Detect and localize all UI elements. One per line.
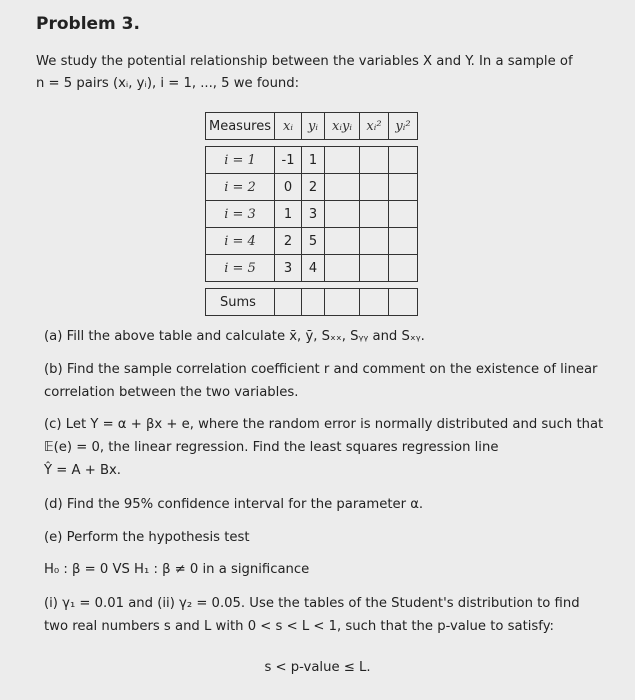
header-xy: xᵢyᵢ <box>325 113 360 140</box>
cell-x-squared <box>360 147 389 174</box>
sum-xy <box>325 289 360 316</box>
cell-y-squared <box>389 201 418 228</box>
table-row <box>206 174 418 201</box>
cell-x: -1 <box>275 147 302 174</box>
final-formula: s < p-value ≤ L. <box>264 660 371 675</box>
row-label: i = 5 <box>206 255 275 282</box>
cell-y-squared <box>389 147 418 174</box>
table-row <box>206 147 418 174</box>
part-c-line-3: Ŷ = A + Bx. <box>44 463 121 478</box>
cell-x-squared <box>360 201 389 228</box>
cell-xy <box>325 201 360 228</box>
sum-y <box>302 289 325 316</box>
cell-x: 0 <box>275 174 302 201</box>
part-d: (d) Find the 95% confidence interval for the parameter α. <box>44 497 424 512</box>
header-y: yᵢ <box>302 113 325 140</box>
cell-xy <box>325 174 360 201</box>
cell-x-squared <box>360 228 389 255</box>
table-row <box>206 255 418 282</box>
row-label: i = 1 <box>206 147 275 174</box>
intro-line-1: We study the potential relationship between the variables X and Y. In a sample of <box>36 54 573 69</box>
cell-x-squared <box>360 174 389 201</box>
intro-line-2: n = 5 pairs (xᵢ, yᵢ), i = 1, ..., 5 we found: <box>36 76 300 91</box>
part-e-line-3: (i) γ₁ = 0.01 and (ii) γ₂ = 0.05. Use the tables of the Student's distribution to find <box>44 596 580 611</box>
table-row <box>206 201 418 228</box>
row-label: i = 4 <box>206 228 275 255</box>
header-x: xᵢ <box>275 113 302 140</box>
table-row <box>206 228 418 255</box>
header-measures: Measures <box>206 113 275 140</box>
cell-xy <box>325 228 360 255</box>
row-label: i = 2 <box>206 174 275 201</box>
sum-x <box>275 289 302 316</box>
part-e-line-4: two real numbers s and L with 0 < s < L < 1, such that the p-value to satisfy: <box>44 619 554 634</box>
cell-xy <box>325 147 360 174</box>
cell-y: 4 <box>302 255 325 282</box>
part-e-line-2: H₀ : β = 0 VS H₁ : β ≠ 0 in a significance <box>44 562 310 577</box>
cell-y-squared <box>389 174 418 201</box>
cell-y: 5 <box>302 228 325 255</box>
sum-y-squared <box>389 289 418 316</box>
cell-xy <box>325 255 360 282</box>
measures-table <box>205 112 418 316</box>
cell-x: 2 <box>275 228 302 255</box>
cell-y-squared <box>389 255 418 282</box>
cell-x: 1 <box>275 201 302 228</box>
problem-title: Problem 3. <box>36 14 140 34</box>
part-b-line-1: (b) Find the sample correlation coefficient r and comment on the existence of linear <box>44 362 598 377</box>
table-header-row <box>206 113 418 140</box>
header-y-squared: yᵢ² <box>389 113 418 140</box>
part-b-line-2: correlation between the two variables. <box>44 385 299 400</box>
cell-x-squared <box>360 255 389 282</box>
part-c-line-1: (c) Let Y = α + βx + e, where the random error is normally distributed and such that <box>44 417 604 432</box>
header-x-squared: xᵢ² <box>360 113 389 140</box>
cell-y-squared <box>389 228 418 255</box>
part-a: (a) Fill the above table and calculate x̄, ȳ, Sₓₓ, Sᵧᵧ and Sₓᵧ. <box>44 329 425 344</box>
cell-y: 3 <box>302 201 325 228</box>
row-label: i = 3 <box>206 201 275 228</box>
sum-x-squared <box>360 289 389 316</box>
cell-x: 3 <box>275 255 302 282</box>
part-c-line-2: 𝔼(e) = 0, the linear regression. Find the least squares regression line <box>44 440 499 455</box>
cell-y: 2 <box>302 174 325 201</box>
part-e-line-1: (e) Perform the hypothesis test <box>44 530 250 545</box>
cell-y: 1 <box>302 147 325 174</box>
sums-row <box>206 289 418 316</box>
sums-label: Sums <box>206 289 275 316</box>
